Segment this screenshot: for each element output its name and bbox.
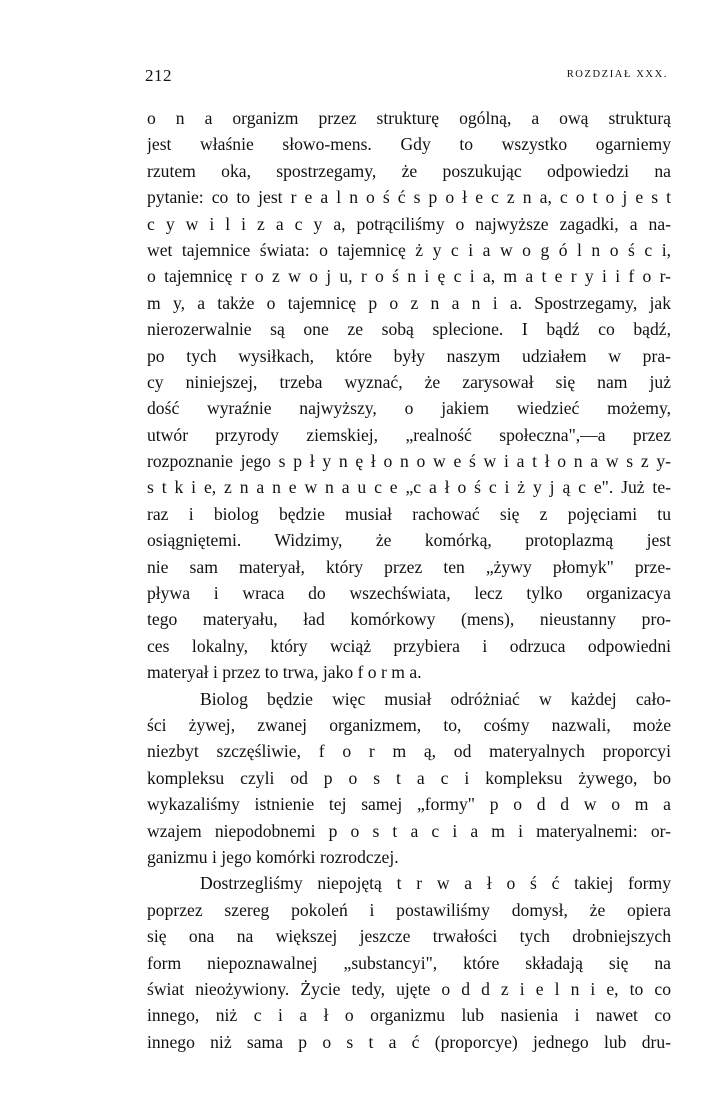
text-line: rozpoznanie jego s p ł y n ę ł o n o w e ś w i a t ł o n a w s z y- — [147, 451, 671, 472]
text-line: pływa i wraca do wszechświata, lecz tylko organizacya — [147, 583, 671, 604]
text-line: jest właśnie słowo-mens. Gdy to wszystko ogarniemy — [147, 134, 671, 155]
text-line: o tajemnicę r o z w o j u, r o ś n i ę c i a, m a t e r y i i f o r- — [147, 266, 671, 287]
text-line: wykazaliśmy istnienie tej samej „formy" p o d d w o m a — [147, 794, 671, 815]
text-line: świat nieożywiony. Życie tedy, ujęte o d d z i e l n i e, to co — [147, 978, 671, 999]
text-line: nierozerwalnie są one ze sobą splecione. I bądź co bądź, — [147, 319, 671, 340]
text-line: poprzez szereg pokoleń i postawiliśmy domysł, że opiera — [147, 899, 671, 920]
text-line: o n a organizm przez strukturę ogólną, a ową strukturą — [147, 108, 671, 128]
text-line: wet tajemnice świata: o tajemnicę ż y c i a w o g ó l n o ś c i, — [147, 239, 671, 260]
text-line: rzutem oka, spostrzegamy, że poszukując odpowiedzi na — [147, 160, 671, 181]
text-line: form niepoznawalnej „substancyi", które składają się na — [147, 952, 671, 973]
running-head: ROZDZIAŁ XXX. — [566, 69, 668, 80]
text-line: ces lokalny, który wciąż przybiera i odrzuca odpowiedni — [147, 635, 671, 656]
text-line: c y w i l i z a c y a, potrąciliśmy o najwyższe zagadki, a na- — [147, 213, 671, 234]
text-line: niezbyt szczęśliwie, f o r m ą, od materyalnych proporcyi — [147, 741, 671, 762]
text-line: s t k i e, z n a n e w n a u c e „c a ł o ś c i ż y j ą c e". Już te- — [147, 477, 671, 498]
text-line: innego niż sama p o s t a ć (proporcye) jednego lub dru- — [147, 1031, 671, 1052]
text-line: tego materyału, ład komórkowy (mens), nieustanny pro- — [147, 609, 671, 630]
text-line: kompleksu czyli od p o s t a c i kompleksu żywego, bo — [147, 767, 671, 788]
text-line: innego, niż c i a ł o organizmu lub nasienia i nawet co — [147, 1005, 671, 1026]
page-header — [145, 66, 668, 88]
text-line: raz i biolog będzie musiał rachować się z pojęciami tu — [147, 503, 671, 524]
text-line: pytanie: co to jest r e a l n o ś ć s p o ł e c z n a, c o t o j e s t — [147, 187, 671, 208]
text-line: wzajem niepodobnemi p o s t a c i a m i materyalnemi: or- — [147, 820, 671, 841]
text-line: m y, a także o tajemnicę p o z n a n i a. Spostrzegamy, jak — [147, 292, 671, 313]
text-line: po tych wysiłkach, które były naszym udziałem w pra- — [147, 345, 671, 366]
text-line: dość wyraźnie najwyższy, o jakiem wiedzieć możemy, — [147, 398, 671, 419]
text-line: ganizmu i jego komórki rozrodczej. — [147, 846, 399, 867]
page-number: 212 — [145, 66, 172, 85]
text-line: nie sam materyał, który przez ten „żywy płomyk" prze- — [147, 556, 671, 577]
text-line: osiągniętemi. Widzimy, że komórką, protoplazmą jest — [147, 530, 671, 551]
text-line: utwór przyrody ziemskiej, „realność społeczna",—a przez — [147, 424, 671, 445]
text-line: się ona na większej jeszcze trwałości tych drobniejszych — [147, 926, 671, 947]
body-text — [147, 105, 671, 1055]
text-line: Biolog będzie więc musiał odróżniać w każdej cało- — [200, 688, 671, 709]
text-line: materyał i przez to trwa, jako f o r m a. — [147, 662, 422, 683]
text-line: cy niniejszej, trzeba wyznać, że zarysował się nam już — [147, 371, 671, 392]
text-line: ści żywej, zwanej organizmem, to, cośmy nazwali, może — [147, 714, 671, 735]
text-line: Dostrzegliśmy niepojętą t r w a ł o ś ć takiej formy — [200, 873, 671, 894]
